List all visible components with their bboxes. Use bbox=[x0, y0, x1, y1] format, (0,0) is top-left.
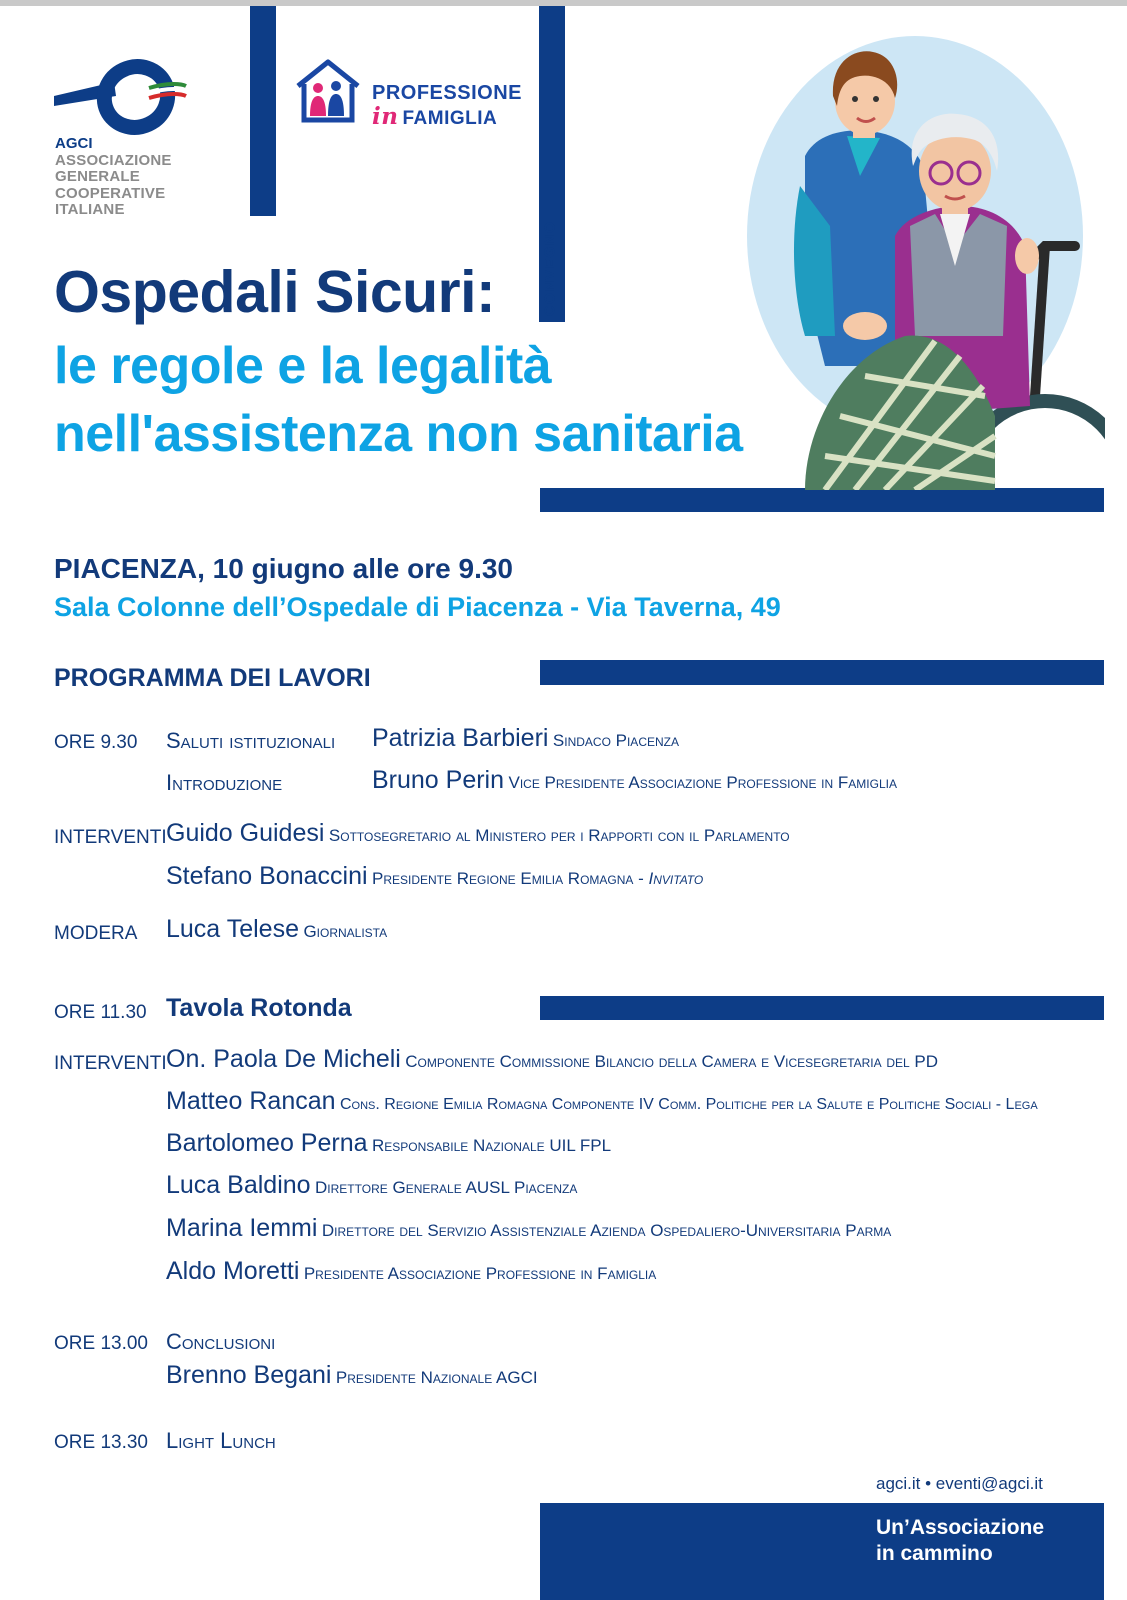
pif-line-1: PROFESSIONE bbox=[372, 82, 522, 104]
title-line-2: le regole e la legalità bbox=[54, 337, 552, 395]
session-time: ORE 13.30 bbox=[54, 1432, 148, 1453]
session-time: ORE 9.30 bbox=[54, 732, 138, 753]
speaker-entry bbox=[166, 1171, 577, 1200]
programme-row bbox=[0, 1257, 1100, 1291]
agci-logo-icon bbox=[54, 52, 204, 142]
divider-bar-left bbox=[250, 6, 276, 216]
convegno-label-wrap bbox=[530, 212, 570, 324]
title-line-3: nell'assistenza non sanitaria bbox=[54, 405, 743, 463]
pif-line-2: FAMIGLIA bbox=[402, 108, 498, 129]
speaker-entry bbox=[166, 1129, 611, 1158]
speaker-name: Brenno Begani bbox=[166, 1361, 332, 1389]
speaker-entry bbox=[166, 1045, 938, 1074]
programme-row bbox=[0, 1325, 1100, 1359]
programme-row bbox=[0, 1214, 1100, 1248]
convegno-label: CONVEGNO bbox=[541, 220, 559, 316]
speaker-entry bbox=[166, 1087, 1038, 1116]
speaker-role: Cons. Regione Emilia Romagna Componente IV Comm. Politiche per la Salute e Politiche Sociali - Lega bbox=[340, 1096, 1038, 1113]
speaker-entry bbox=[166, 1214, 891, 1243]
programme-row bbox=[0, 994, 1100, 1028]
slogan-line-1: Un’Associazione bbox=[876, 1516, 1045, 1539]
programme-heading: PROGRAMMA DEI LAVORI bbox=[54, 664, 371, 692]
programme-row bbox=[0, 1129, 1100, 1163]
programme-row bbox=[0, 1087, 1100, 1121]
speaker-name: Patrizia Barbieri bbox=[372, 724, 549, 752]
programme-row bbox=[0, 1424, 1100, 1458]
pif-wordmark bbox=[372, 82, 522, 130]
speaker-name: Stefano Bonaccini bbox=[166, 862, 368, 890]
programme-row bbox=[0, 862, 1100, 896]
speaker-entry bbox=[166, 915, 387, 944]
speaker-entry bbox=[166, 862, 703, 891]
speaker-name: On. Paola De Micheli bbox=[166, 1045, 401, 1073]
speaker-role: Presidente Regione Emilia Romagna - bbox=[371, 869, 649, 888]
programme-row bbox=[0, 1361, 1100, 1395]
programme-row bbox=[0, 766, 1100, 800]
speaker-name: Guido Guidesi bbox=[166, 819, 325, 847]
speaker-name: Luca Baldino bbox=[166, 1171, 311, 1199]
speaker-entry bbox=[166, 1257, 656, 1286]
speaker-name: Matteo Rancan bbox=[166, 1087, 336, 1115]
event-venue: Sala Colonne dell’Ospedale di Piacenza - Via Taverna, 49 bbox=[54, 592, 781, 622]
agci-line-2: GENERALE bbox=[55, 168, 140, 185]
speaker-entry bbox=[372, 724, 679, 753]
speaker-name: Aldo Moretti bbox=[166, 1257, 300, 1285]
caregiver-elderly-illustration bbox=[745, 36, 1105, 490]
session-title: Tavola Rotonda bbox=[166, 994, 352, 1022]
contacts-line[interactable]: agci.it • eventi@agci.it bbox=[876, 1474, 1043, 1493]
speaker-entry bbox=[166, 819, 790, 848]
programme-row bbox=[0, 915, 1100, 949]
session-time: ORE 11.30 bbox=[54, 1002, 147, 1023]
agci-acronym: AGCI bbox=[55, 135, 93, 152]
agci-wordmark bbox=[55, 136, 172, 219]
programme-bar bbox=[540, 660, 1104, 685]
house-family-icon bbox=[290, 56, 370, 128]
speaker-name: Marina Iemmi bbox=[166, 1214, 318, 1242]
item-type: Saluti istituzionali bbox=[166, 728, 336, 753]
programme-row bbox=[0, 1171, 1100, 1205]
speaker-role: Presidente Nazionale AGCI bbox=[335, 1368, 538, 1387]
speaker-entry bbox=[166, 1361, 538, 1390]
item-type: Light Lunch bbox=[166, 1428, 276, 1453]
header-bottom-bar bbox=[540, 488, 1104, 512]
event-city-date: PIACENZA, 10 giugno alle ore 9.30 bbox=[54, 553, 514, 584]
agci-line-4: ITALIANE bbox=[55, 201, 125, 218]
agci-line-3: COOPERATIVE bbox=[55, 184, 166, 202]
programme-row bbox=[0, 1045, 1100, 1079]
speaker-name: Luca Telese bbox=[166, 915, 299, 943]
session-time: ORE 13.00 bbox=[54, 1333, 148, 1354]
agci-line-1: ASSOCIAZIONE bbox=[55, 151, 172, 169]
speaker-role: Giornalista bbox=[303, 922, 388, 941]
pif-line-2-wrap bbox=[372, 103, 522, 130]
pif-in: in bbox=[372, 103, 399, 130]
speaker-role: Presidente Associazione Professione in Famiglia bbox=[303, 1264, 657, 1283]
speaker-role: Direttore Generale AUSL Piacenza bbox=[315, 1178, 578, 1197]
speaker-role: Sindaco Piacenza bbox=[552, 731, 679, 750]
speaker-role: Componente Commissione Bilancio della Camera e Vicesegretaria del PD bbox=[405, 1052, 939, 1071]
slogan-line-2: in cammino bbox=[876, 1542, 993, 1566]
speaker-entry bbox=[372, 766, 897, 795]
speaker-role: Direttore del Servizio Assistenziale Azienda Ospedaliero-Universitaria Parma bbox=[321, 1221, 892, 1240]
speaker-note: Invitato bbox=[648, 869, 704, 888]
speaker-role: Sottosegretario al Ministero per i Rapporti con il Parlamento bbox=[328, 826, 790, 845]
section-label: INTERVENTI bbox=[54, 1053, 167, 1074]
section-label: INTERVENTI bbox=[54, 827, 167, 848]
slogan bbox=[876, 1515, 1044, 1568]
speaker-role: Responsabile Nazionale UIL FPL bbox=[371, 1136, 612, 1155]
section-label: MODERA bbox=[54, 923, 138, 944]
programme-row bbox=[0, 724, 1100, 758]
speaker-role: Vice Presidente Associazione Professione in Famiglia bbox=[508, 773, 897, 792]
title-line-1: Ospedali Sicuri: bbox=[54, 259, 496, 325]
programme-row bbox=[0, 819, 1100, 853]
speaker-name: Bartolomeo Perna bbox=[166, 1129, 368, 1157]
item-type: Introduzione bbox=[166, 770, 283, 795]
item-type: Conclusioni bbox=[166, 1329, 276, 1354]
speaker-name: Bruno Perin bbox=[372, 766, 505, 794]
